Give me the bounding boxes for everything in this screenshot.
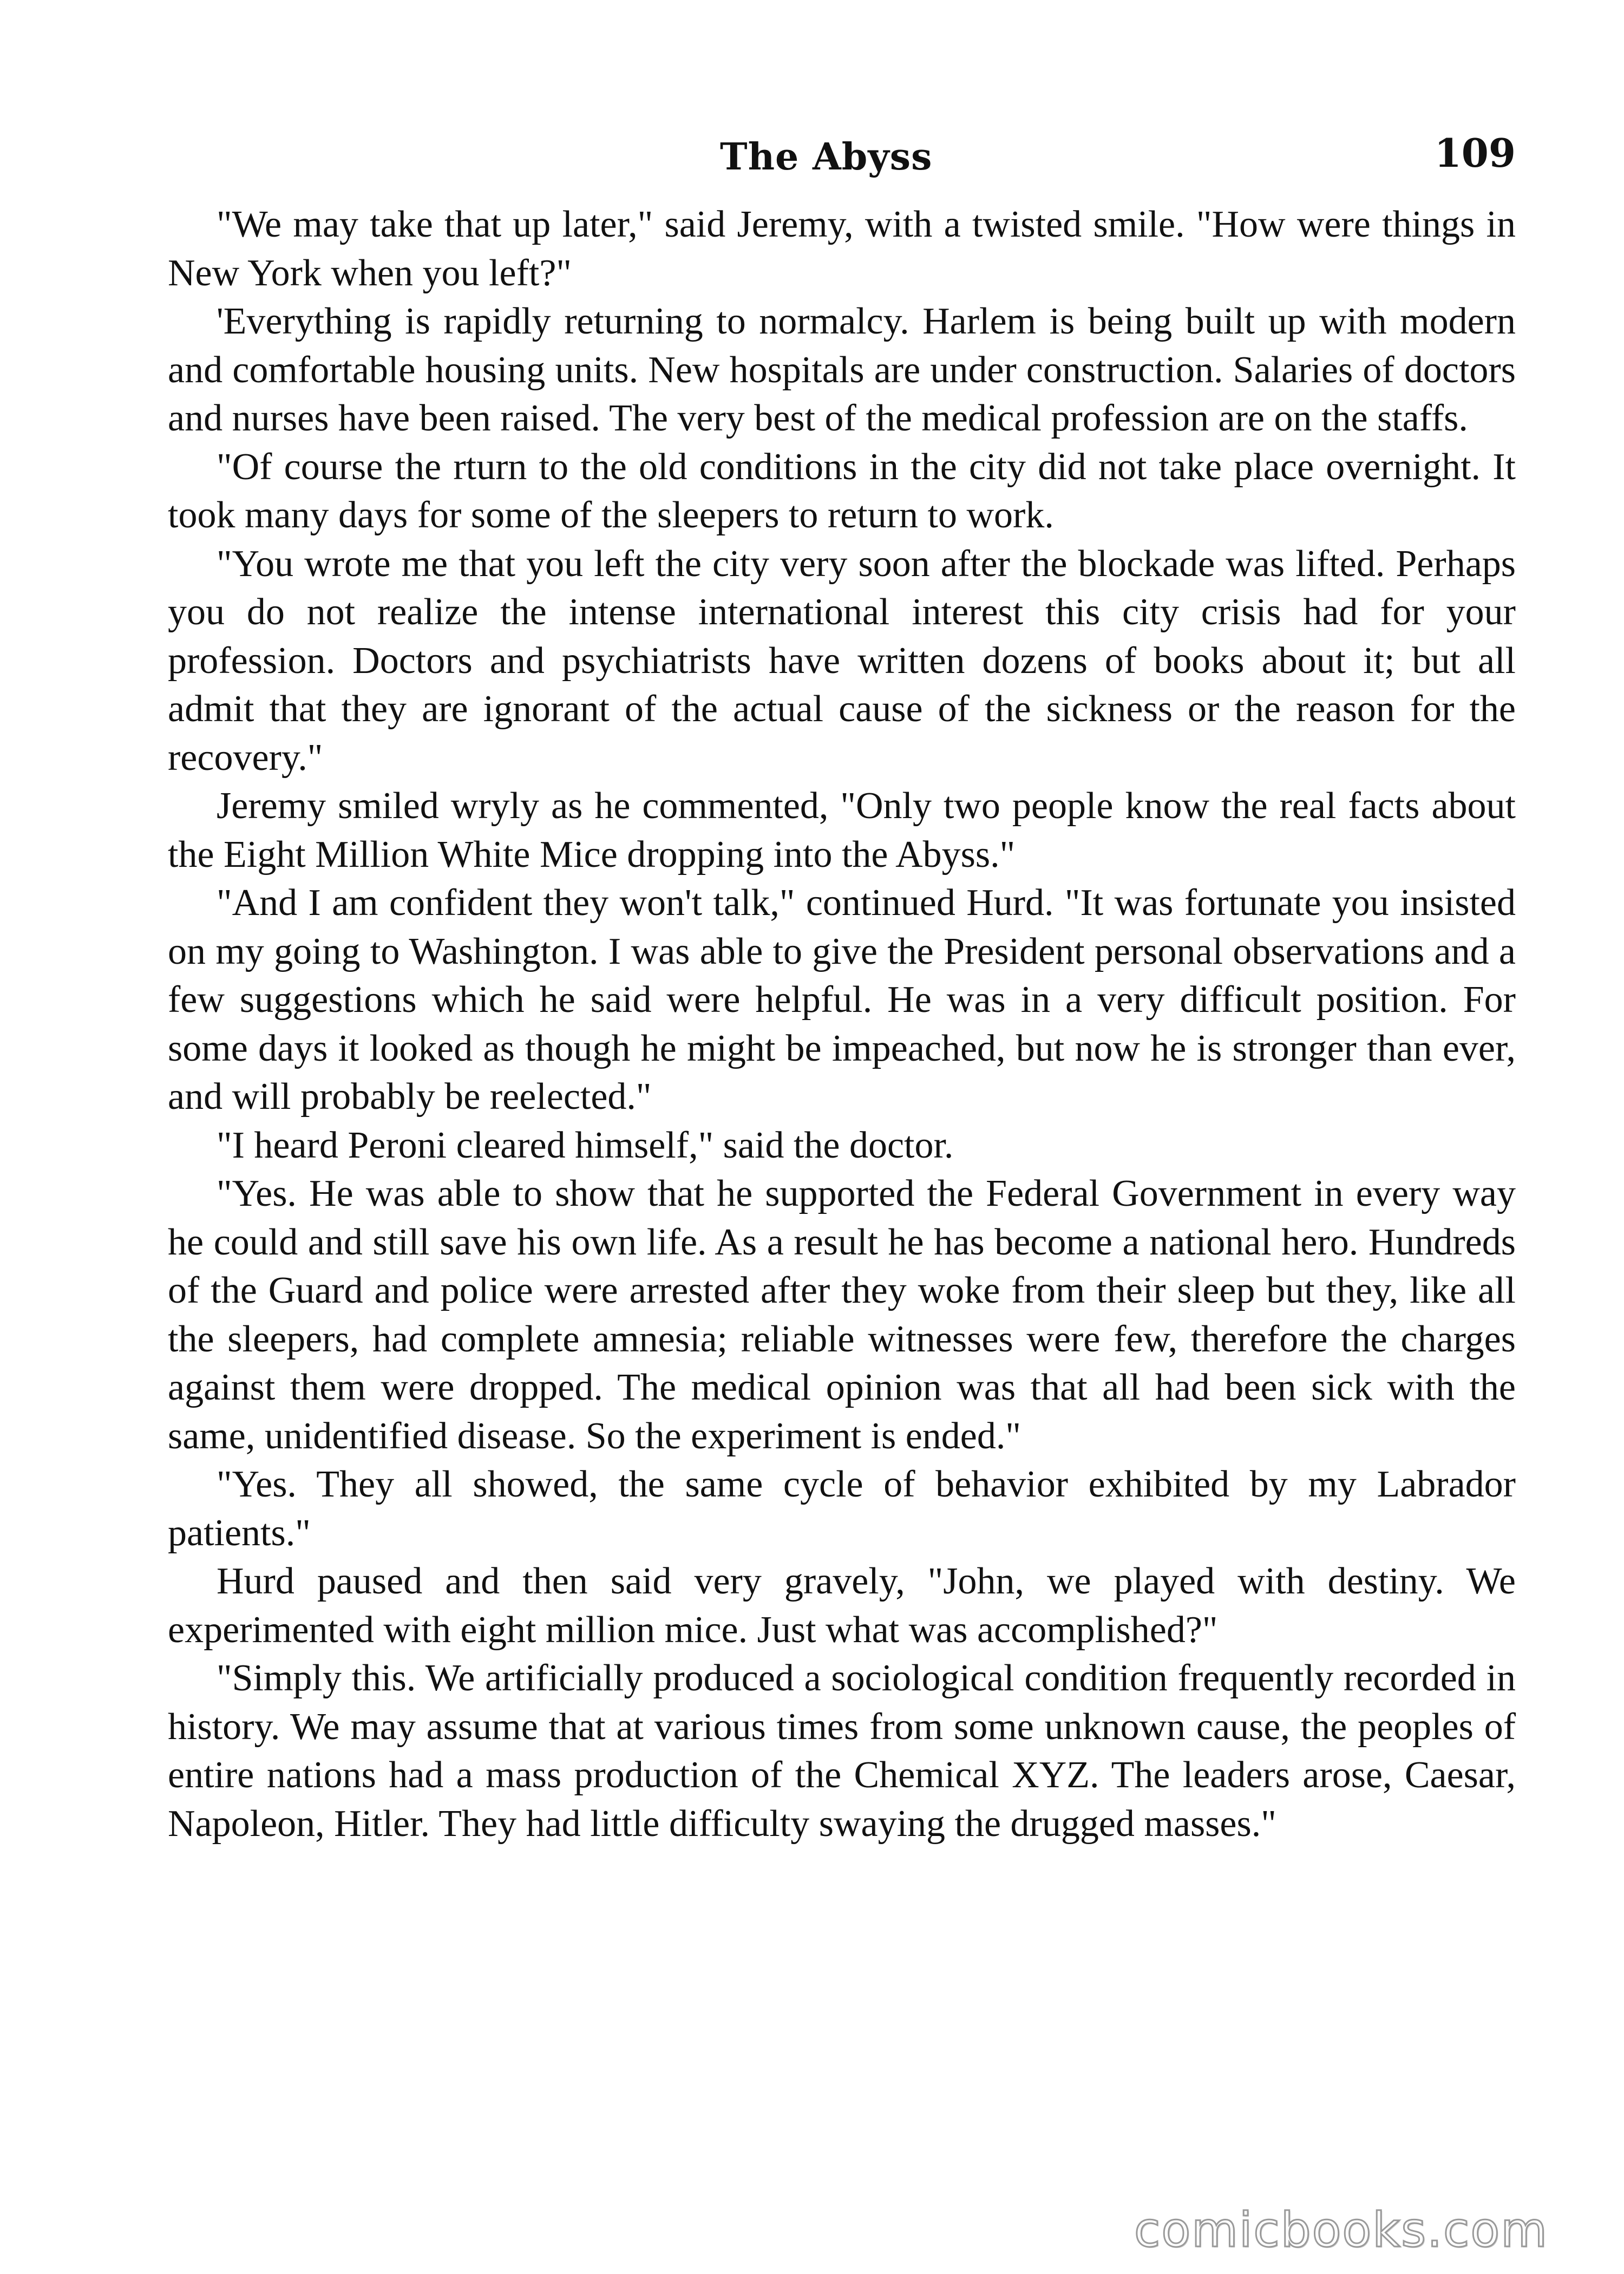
paragraph-10: Hurd paused and then said very gravely, "John, we played with destiny. We experimented with eight million mice. Just what was accomplished?" (168, 1560, 1516, 1651)
paragraph-7: "I heard Peroni cleared himself," said the doctor. (217, 1124, 954, 1166)
paragraph-9: "Yes. They all showed, the same cycle of behavior exhibited by my Labrador patients." (168, 1463, 1516, 1554)
page-number: 109 (1434, 130, 1516, 176)
body-text (168, 200, 1516, 1848)
watermark-logo: comicbooks.com (1134, 2202, 1548, 2258)
paragraph-11: "Simply this. We artificially produced a sociological condition frequently recorded in history. We may assume that at various times from some unknown cause, the peoples of entire nations had a mass production of the Chemical XYZ. The leaders arose, Caesar, Napoleon, Hitler. They had little difficulty swaying the drugged masses." (168, 1657, 1516, 1845)
paragraph-5: Jeremy smiled wryly as he commented, "Only two people know the real facts about the Eight Million White Mice dropping into the Abyss." (168, 785, 1516, 875)
paragraph-6: "And I am confident they won't talk," continued Hurd. "It was fortunate you insisted on my going to Washington. I was able to give the President personal observations and a few suggestions which he said were helpful. He was in a very difficult position. For some days it looked as though he might be impeached, but now he is stronger than ever, and will probably be reelected." (168, 882, 1516, 1118)
paragraph-3: "Of course the rturn to the old conditions in the city did not take place overnight. It took many days for some of the sleepers to return to work. (168, 446, 1516, 536)
running-title: The Abyss (720, 135, 933, 179)
page-header (168, 125, 1516, 200)
paragraph-8: "Yes. He was able to show that he supported the Federal Government in every way he could and still save his own life. As a result he has become a national hero. Hundreds of the Guard and police were arrested after they woke from their sleep but they, like all the sleepers, had complete amnesia; reliable witnesses were few, therefore the charges against them were dropped. The medical opinion was that all had been sick with the same, unidentified disease. So the experiment is ended." (168, 1173, 1516, 1457)
paragraph-1: "We may take that up later," said Jeremy, with a twisted smile. "How were things in New York when you left?" (168, 204, 1516, 294)
paragraph-2: 'Everything is rapidly returning to normalcy. Harlem is being built up with modern and comfortable housing units. New hospitals are under construction. Salaries of doctors and nurses have been raised. The very best of the medical profession are on the staffs. (168, 300, 1516, 439)
book-page (168, 125, 1516, 2209)
paragraph-4: "You wrote me that you left the city very soon after the blockade was lifted. Perhaps you do not realize the intense international interest this city crisis had for your profession. Doctors and psychiatrists have written dozens of books about it; but all admit that they are ignorant of the actual cause of the sickness or the reason for the recovery." (168, 543, 1516, 779)
